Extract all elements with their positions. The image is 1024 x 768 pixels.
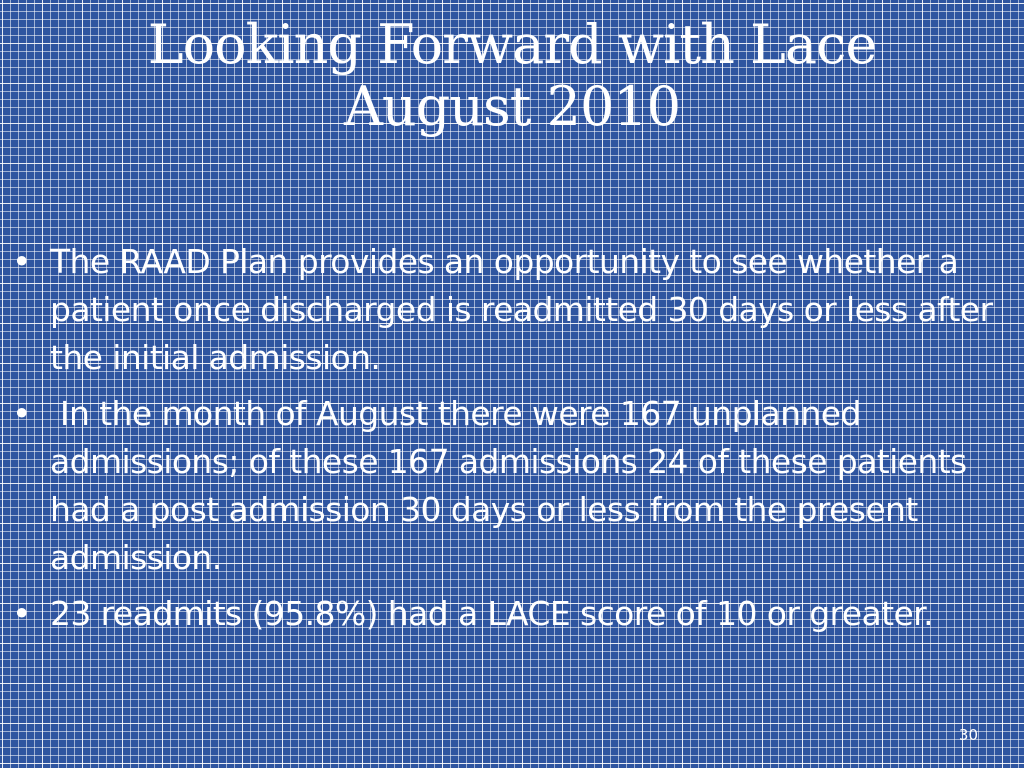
bullet-icon: • xyxy=(12,394,31,433)
bullet-item-lace-score xyxy=(10,590,1010,638)
bullet-item-august-admissions xyxy=(10,390,1010,582)
slide-number: 30 xyxy=(958,726,978,744)
slide-title-line1: Looking Forward with Lace xyxy=(147,13,877,76)
bullet-icon: • xyxy=(12,594,31,633)
bullet-text: The RAAD Plan provides an opportunity to see whether a patient once discharged is readmitted 30 days or less after the initial admission. xyxy=(50,242,1003,377)
bullet-text: In the month of August there were 167 unplanned admissions; of these 167 admissions 24 of these patients had a post admission 30 days or less from the present admission. xyxy=(50,394,977,577)
slide-title-line2: August 2010 xyxy=(343,75,681,138)
slide-title xyxy=(0,14,1024,138)
bullet-icon: • xyxy=(12,242,31,281)
bullet-item-raad-plan xyxy=(10,238,1010,382)
bullet-list xyxy=(10,238,1010,646)
bullet-text: 23 readmits (95.8%) had a LACE score of 10 or greater. xyxy=(50,594,933,633)
